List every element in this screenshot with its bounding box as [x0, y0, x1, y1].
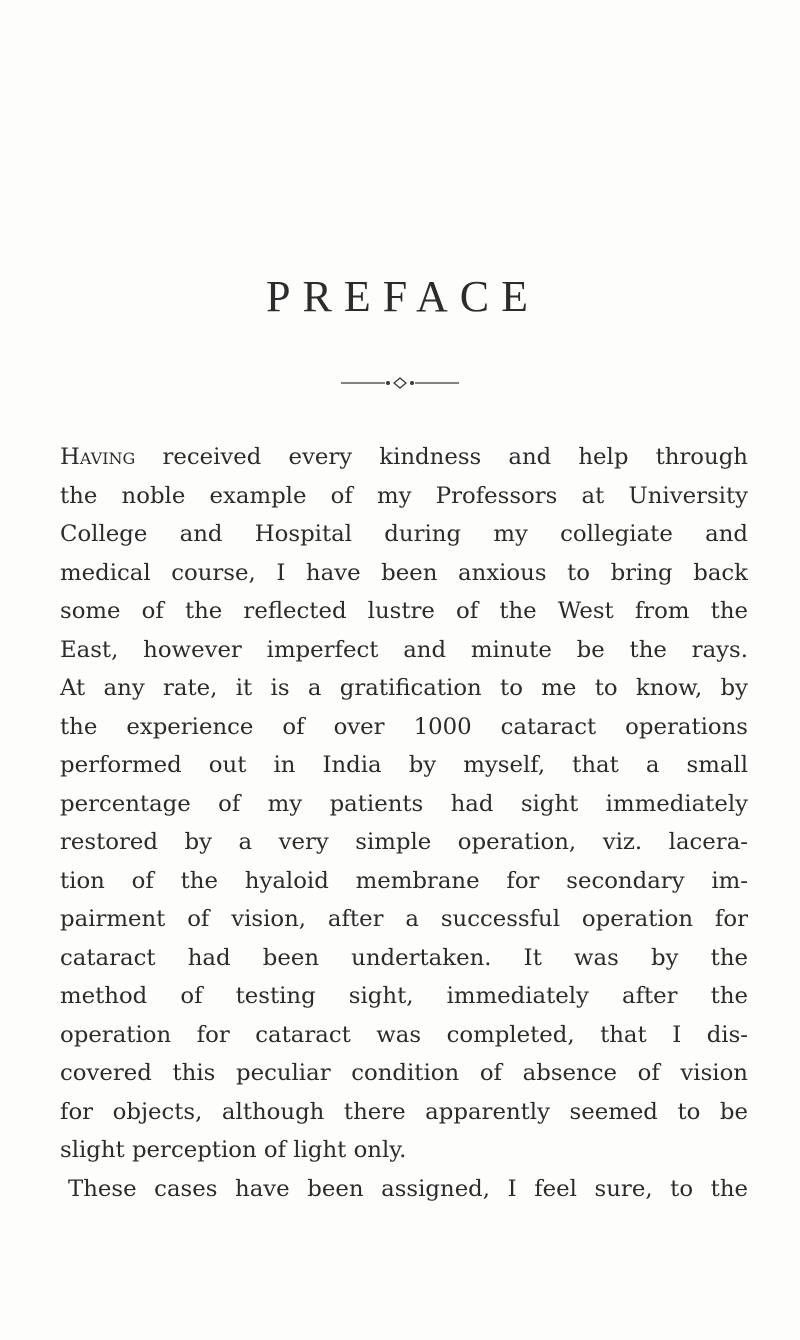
text-line: the experience of over 1000 cataract operations — [60, 713, 748, 740]
ornament-divider — [341, 376, 459, 390]
text-line: percentage of my patients had sight immediately — [60, 790, 748, 817]
opening-word: Having — [60, 444, 136, 470]
page-title: PREFACE — [266, 272, 540, 321]
text-line: East, however imperfect and minute be the rays. — [60, 636, 748, 663]
text-line: covered this peculiar condition of absence of vision — [60, 1060, 748, 1086]
text-line: some of the reflected lustre of the West from the — [60, 598, 748, 624]
text-line: cataract had been undertaken. It was by the — [60, 944, 748, 971]
text-line — [60, 438, 748, 477]
text-line: slight perception of light only. — [60, 1137, 407, 1163]
text-line: pairment of vision, after a successful operation for — [60, 906, 748, 932]
text-line: At any rate, it is a gratification to me to know, by — [60, 675, 748, 701]
text-line: restored by a very simple operation, viz. lacera- — [60, 829, 748, 855]
text-line: College and Hospital during my collegiate and — [60, 521, 748, 547]
text-line: operation for cataract was completed, that I dis- — [60, 1021, 748, 1048]
text-line: for objects, although there apparently seemed to be — [60, 1098, 748, 1125]
text-line: medical course, I have been anxious to bring back — [60, 559, 748, 586]
text-line: tion of the hyaloid membrane for secondary im- — [60, 867, 748, 894]
text-line: the noble example of my Professors at University — [60, 482, 748, 509]
text-line-content: received every kindness and help through — [135, 444, 748, 470]
text-line: method of testing sight, immediately after the — [60, 983, 748, 1009]
text-line: performed out in India by myself, that a small — [60, 752, 748, 778]
preface-body — [60, 438, 748, 1208]
text-line: These cases have been assigned, I feel sure, to the — [68, 1175, 748, 1202]
